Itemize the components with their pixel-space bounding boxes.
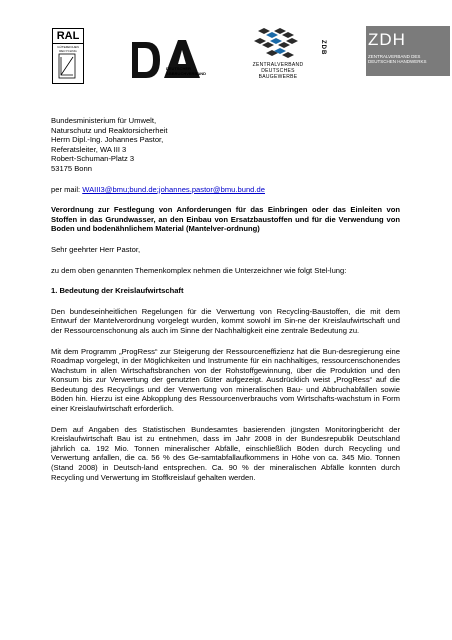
- address-line: Bundesministerium für Umwelt,: [51, 116, 157, 125]
- mail-prefix: per mail:: [51, 184, 83, 194]
- ral-mark: RAL: [53, 29, 83, 44]
- zdb-caption-line2: DEUTSCHES: [261, 68, 295, 74]
- address-line: Referatsleiter, WA III 3: [51, 144, 127, 154]
- ral-emblem-icon: [58, 53, 76, 79]
- zdh-mark: ZDH: [368, 30, 406, 49]
- zdb-logo: [240, 26, 340, 84]
- section-heading: 1. Bedeutung der Kreislaufwirtschaft: [51, 286, 184, 296]
- address-line: 53175 Bonn: [51, 163, 92, 173]
- salutation: Sehr geehrter Herr Pastor,: [51, 244, 141, 254]
- zdb-caption-line1: ZENTRALVERBAND: [252, 62, 304, 68]
- mail-link[interactable]: WAIII3@bmu;bund.de;johannes.pastor@bmu.bund.de: [82, 184, 265, 194]
- body-paragraph: Dem auf Angaben des Statistischen Bundesamtes basierenden jüngsten Monitoringbericht der Kreislaufwirtschaft Bau ist zu entnehmen, dass im Jahr 2008 in der Bundesrepublik Deutschland jährlich ca. 192 Mio. Tonnen mineralischer Abfälle, einschließlich Böden durch Recycling und Verwertung anfallen, die ca. 56 % des Ge-samtabfallaufkommens in Höhe von ca. 345 Mio. Tonnen (Stand 2008) in Deutsch-land entsprechen. Ca. 90 % der mineralischen Abfälle konnten durch Recycling und Verwertung im Stoffkreislauf gehalten werden.: [51, 424, 400, 482]
- ral-subtitle: GÜTEZEICHEN RECYCLING: [57, 45, 79, 53]
- da-caption: [166, 66, 206, 76]
- zdb-cubes-icon: [240, 26, 316, 62]
- zdb-caption-line3: BAUGEWERBE: [258, 74, 298, 80]
- address-line: Naturschutz und Reaktorsicherheit: [51, 125, 168, 135]
- subject-heading: Verordnung zur Festlegung von Anforderungen für das Einbringen oder das Einleiten von Stoffen in das Grundwasser, an den Einbau von Ersatzbaustoffen und für die Verwendung von Boden und bodenähnlichem Material (Mantelver-ordnung): [51, 205, 400, 234]
- body-paragraph: Den bundeseinheitlichen Regelungen für die Verwertung von Recycling-Baustoffen, die mit dem Entwurf der Mantelverordnung vorgelegt wurden, kommt sowohl im Sin-ne der Kreislaufwirtschaft und der Ressourcenschonung als auch im Sinne der Nachhaltigkeit eine zentrale Bedeutung zu.: [51, 306, 400, 335]
- ral-logo: [52, 28, 84, 84]
- zdh-caption-line2: DEUTSCHEN HANDWERKS: [368, 59, 427, 64]
- intro-paragraph: zu dem oben genannten Themenkomplex nehmen die Unterzeichner wie folgt Stel-lung:: [51, 265, 347, 275]
- logo-bar: [0, 24, 452, 86]
- letter-body: [51, 116, 400, 482]
- address-line: Robert-Schuman-Platz 3: [51, 154, 135, 164]
- zdh-caption-line1: ZENTRALVERBAND DES: [368, 54, 421, 59]
- zdb-caption: [240, 62, 316, 80]
- address-line: Herrn Dipl.-Ing. Johannes Pastor,: [51, 135, 164, 145]
- da-caption-line2: ABBRUCHVERBAND: [166, 71, 206, 76]
- da-caption-line1: DEUTSCHER: [166, 66, 191, 71]
- zdh-logo: [358, 26, 450, 86]
- zdh-caption: [368, 54, 438, 64]
- body-paragraph: Mit dem Programm „ProgRess“ zur Steigerung der Ressourceneffizienz hat die Bun-desregierung eine Roadmap vorgelegt, in der Möglichkeiten und Instrumente für ein nachhaltiges, ressourcenschonendes Wachstum in allen Wirtschaftsbranchen von der Rohstoffgewinnung, über die Produktion und den Konsum bis zur Verwertung der genutzten Güter aufgezeigt. Ausdrücklich weist „ProgRess“ auf die Bedeutung des Recyclings und der Verwertung von mineralischen Bau- und Abbruchabfällen sowie Böden hin. Hierzu ist eine Abkopplung des Ressourcenverbrauchs vom Wirtschafts-wachstum in Form einer Kreislaufwirtschaft erforderlich.: [51, 346, 400, 414]
- mail-line: [51, 185, 400, 195]
- recipient-address: [51, 116, 400, 174]
- zdb-vertical-mark: ZDB: [320, 40, 326, 56]
- da-logo: [130, 38, 206, 82]
